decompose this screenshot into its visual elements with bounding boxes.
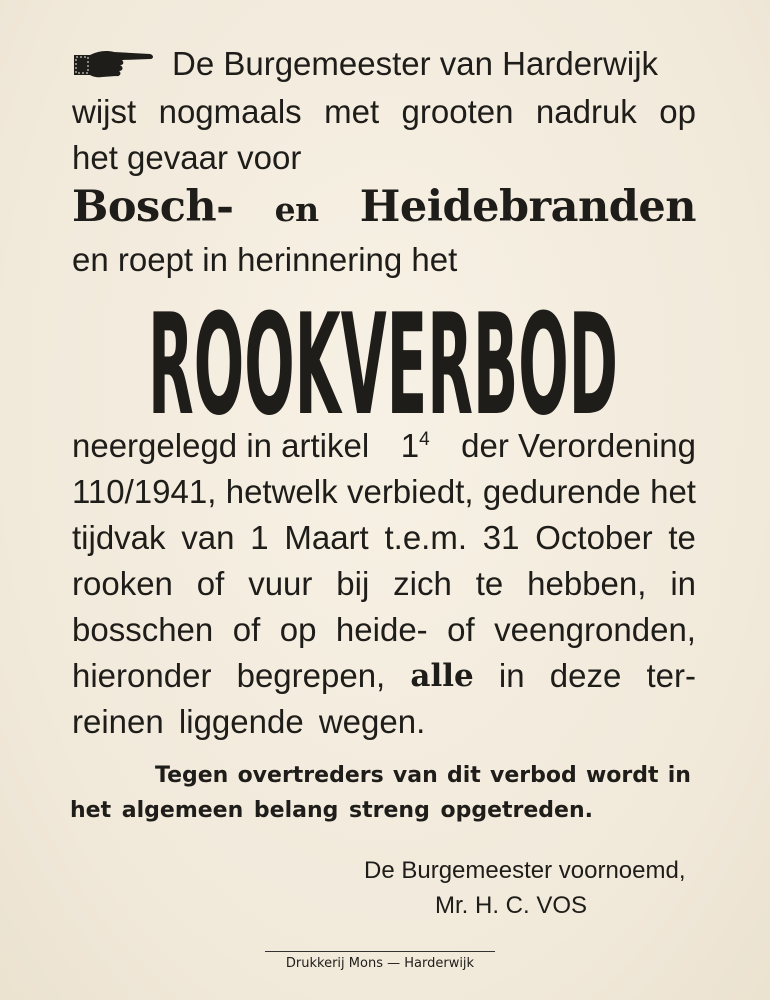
- word: gedurende: [482, 473, 641, 510]
- word: hieronder: [72, 657, 212, 694]
- word: wordt: [585, 763, 659, 788]
- heading-word-heidebranden: Heidebranden: [359, 182, 696, 232]
- word: begrepen,: [236, 657, 386, 694]
- word: van: [392, 763, 438, 788]
- word: t.e.m.: [384, 519, 468, 556]
- warning-line-2: [70, 794, 593, 828]
- pointing-hand-icon: [74, 47, 154, 81]
- word: op: [659, 93, 696, 130]
- main-title: ROOKVERBOD: [147, 285, 618, 423]
- intro-line-1: [172, 44, 696, 84]
- title-block: [146, 285, 620, 423]
- word: veengronden,: [494, 611, 696, 648]
- word: hebben,: [527, 565, 647, 602]
- word: Tegen: [155, 763, 229, 788]
- article-main: 1: [400, 427, 420, 464]
- warning-line-1: [155, 759, 691, 793]
- body-text: neergelegd in artikel: [72, 427, 370, 464]
- intro-text-1: De Burgemeester van Harderwijk: [172, 45, 659, 82]
- word: te: [475, 565, 504, 602]
- word: verbiedt,: [346, 473, 474, 510]
- word: tijdvak: [72, 519, 166, 556]
- word: 1: [250, 519, 269, 556]
- intro-line-2: [72, 92, 696, 132]
- word: 110/1941,: [72, 473, 217, 510]
- article-number: [401, 426, 430, 466]
- body-line-6: [72, 656, 696, 696]
- word: van: [181, 519, 235, 556]
- word: in: [498, 657, 525, 694]
- word: heide-: [335, 611, 428, 648]
- word: of: [232, 611, 261, 648]
- body-line-3: [72, 518, 696, 558]
- word: met: [324, 93, 380, 130]
- intro-text-3: het gevaar voor: [72, 139, 302, 176]
- recall-text: en roept in herinnering het: [72, 241, 458, 278]
- word: rooken: [72, 565, 173, 602]
- word: zich: [393, 565, 452, 602]
- word: te: [668, 519, 696, 556]
- body-line-4: [72, 564, 696, 604]
- word: in: [667, 763, 691, 788]
- hazard-heading: [72, 182, 696, 235]
- word: overtreders: [237, 763, 384, 788]
- word: dit: [447, 763, 481, 788]
- word: October: [535, 519, 653, 556]
- word: in: [670, 565, 696, 602]
- word: deze: [549, 657, 622, 694]
- body-line-7: [72, 702, 696, 742]
- heading-word-bosch: Bosch-: [72, 182, 234, 232]
- emphasis-word-alle: alle: [410, 658, 474, 694]
- printer-credit: Drukkerij Mons — Harderwijk: [285, 956, 475, 971]
- word: bosschen: [72, 611, 214, 648]
- word: wijst: [72, 93, 137, 130]
- word: of: [447, 611, 475, 648]
- footer-divider: [265, 951, 495, 952]
- article-sup: 4: [419, 429, 430, 450]
- body-line-2: [72, 472, 696, 512]
- intro-line-3: [72, 138, 696, 178]
- body-text: der Verordening: [461, 427, 696, 464]
- body-line-1: [72, 426, 696, 466]
- signature-title: De Burgemeester voornoemd,: [364, 857, 686, 884]
- word: bij: [336, 565, 370, 602]
- word: verbod: [490, 763, 577, 788]
- word: nogmaals: [158, 93, 302, 130]
- signature-name: Mr. H. C. VOS: [435, 892, 588, 919]
- word: nadruk: [535, 93, 637, 130]
- body-text: reinen liggende wegen.: [72, 703, 426, 740]
- word: grooten: [401, 93, 514, 130]
- recall-line: [72, 240, 696, 280]
- word: 31: [482, 519, 520, 556]
- word: vuur: [248, 565, 313, 602]
- word: Maart: [284, 519, 369, 556]
- word: ter-: [646, 657, 696, 694]
- word: hetwelk: [225, 473, 338, 510]
- word: of: [196, 565, 225, 602]
- word: op: [279, 611, 317, 648]
- warning-text: het algemeen belang streng opgetreden.: [70, 798, 593, 823]
- body-line-5: [72, 610, 696, 650]
- word: het: [650, 473, 696, 510]
- heading-word-en: en: [274, 190, 319, 229]
